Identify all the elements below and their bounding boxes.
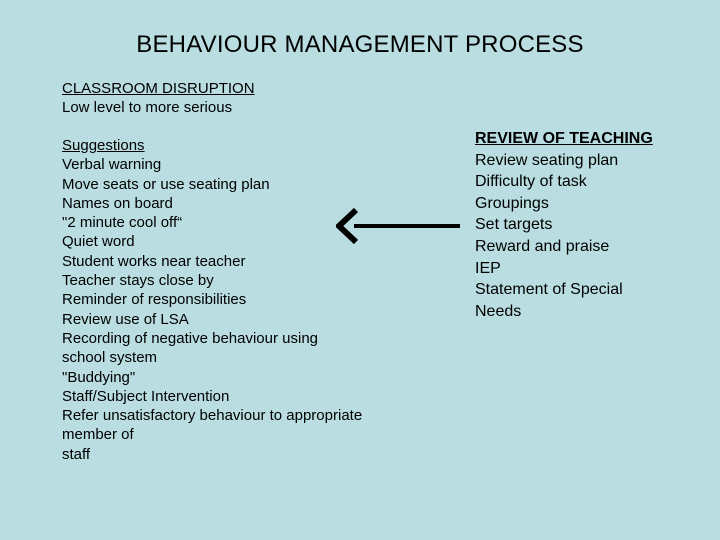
list-item: Statement of Special: [475, 281, 623, 299]
list-item: Student works near teacher: [62, 252, 246, 270]
list-item: Review seating plan: [475, 151, 619, 169]
review-heading: REVIEW OF TEACHING: [475, 130, 653, 147]
list-item: Verbal warning: [62, 156, 162, 174]
list-item: Teacher stays close by: [62, 272, 214, 290]
list-item: Needs: [475, 302, 522, 320]
disruption-subheading: Low level to more serious: [62, 99, 233, 116]
review-list: [475, 128, 653, 322]
list-item: Groupings: [475, 194, 549, 212]
list-item: Review use of LSA: [62, 310, 189, 328]
list-item: Difficulty of task: [475, 173, 587, 191]
left-arrow-icon: [336, 206, 462, 246]
list-item: Set targets: [475, 216, 553, 234]
disruption-heading: CLASSROOM DISRUPTION: [62, 80, 255, 97]
list-item: member of: [62, 426, 134, 444]
suggestions-list: [62, 136, 362, 464]
list-item: "2 minute cool off“: [62, 214, 183, 232]
list-item: Reminder of responsibilities: [62, 291, 247, 309]
list-item: Names on board: [62, 194, 173, 212]
list-item: Move seats or use seating plan: [62, 175, 270, 193]
disruption-block: [62, 79, 255, 117]
list-item: Staff/Subject Intervention: [62, 387, 230, 405]
list-item: Quiet word: [62, 233, 135, 251]
list-item: staff: [62, 445, 91, 463]
list-item: "Buddying": [62, 368, 136, 386]
suggestions-heading: Suggestions: [62, 137, 145, 154]
list-item: school system: [62, 349, 158, 367]
list-item: Reward and praise: [475, 237, 610, 255]
list-item: Refer unsatisfactory behaviour to appropriate: [62, 407, 363, 425]
page-title: BEHAVIOUR MANAGEMENT PROCESS: [136, 31, 584, 58]
list-item: IEP: [475, 259, 501, 277]
list-item: Recording of negative behaviour using: [62, 329, 319, 347]
